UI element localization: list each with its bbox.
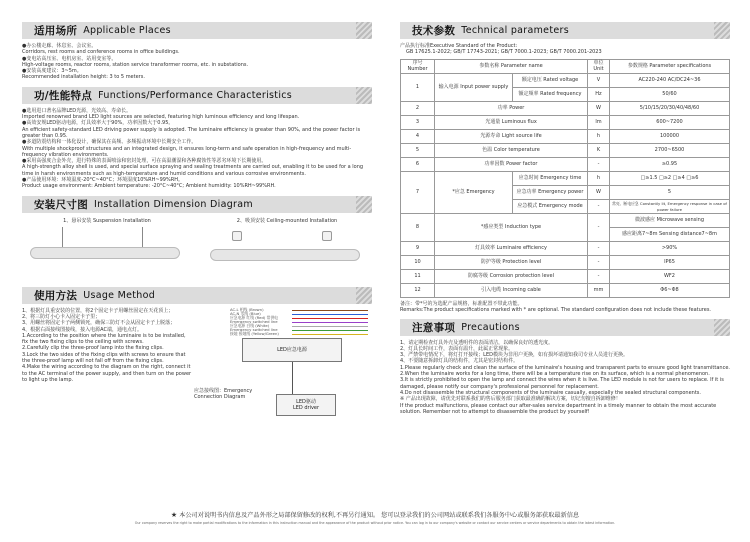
remarks — [400, 301, 730, 314]
diagram-caption: 应急接线图：Emergency Connection Diagram — [194, 387, 253, 400]
text-line: A high-strength alloy shell is used, and special surface spraying and sealing treatments are carried out, enabling it to be used for a long time in harsh environments such as high-temperature and humid conditions and various corrosive environments. — [22, 164, 364, 177]
standard-list: GB 17625.1-2022; GB/T 17743-2021; GB/T 7000.1-2023; GB/T 7000.201-2023 — [406, 49, 602, 55]
cell-spec: >90% — [610, 242, 730, 256]
section-title-en: Usage Method — [83, 289, 156, 301]
section-title-cn: 功/性能特点 — [34, 89, 93, 102]
red-wire — [292, 318, 368, 319]
cell-unit: - — [588, 242, 610, 256]
green-wire — [292, 330, 368, 331]
cell-unit: lm — [588, 116, 610, 130]
table-row — [401, 242, 730, 256]
fixing-clip-icon — [322, 231, 332, 241]
cell-unit: W — [588, 186, 610, 200]
cell-unit: - — [588, 214, 610, 242]
section-title-cn: 注意事项 — [412, 321, 456, 334]
cell-subparam: 应急时间 Emergency time — [512, 172, 587, 186]
psu-label: LED应急电源 — [277, 346, 307, 353]
installation-diagrams — [22, 217, 372, 283]
right-column — [400, 22, 730, 415]
text-line: 1.Please regularly check and clean the surface of the luminaire's housing and transparent parts to ensure good light transmittance. — [400, 364, 731, 371]
wiring-diagram — [192, 308, 372, 426]
cell-unit: Hz — [588, 88, 610, 102]
cell-spec: 100000 — [610, 130, 730, 144]
text-line: 1、请定期检查灯具外壳及透明件的表面清洁，以确保良好的透光度。 — [400, 339, 554, 346]
footer-small-text: Our company reserves the right to make partial modifications to the information in this instruction manual and the appearance of the product without prior notice. You can log in to our company's website or contact our service centers or service departments to obtain the latest information. — [134, 521, 616, 525]
cell-spec: 5/10/15/20/30/40/48/60 — [610, 102, 730, 116]
text-line: High-voltage rooms, reactor rooms, station service transformer rooms, etc. in substations. — [22, 61, 249, 68]
lamp-body-icon — [30, 247, 180, 259]
wire-label: Emergency switched line — [230, 326, 278, 332]
cell-number: 2 — [401, 102, 435, 116]
yellow-wire — [292, 334, 368, 335]
cell-param: 引入电缆 Incoming cable — [435, 284, 588, 298]
footer-main — [0, 510, 750, 519]
cell-unit: h — [588, 130, 610, 144]
cell-unit: - — [588, 270, 610, 284]
cell-spec: 常亮、断电应急 Constantly lit, Emergency response in case of power failure — [610, 200, 730, 214]
header-unit: 单位 Unit — [588, 60, 610, 74]
cell-number: 4 — [401, 130, 435, 144]
cell-param: 防护等级 Protection level — [435, 256, 588, 270]
section-title-cn: 安装尺寸图 — [34, 198, 88, 211]
cell-spec: Φ6~Φ8 — [610, 284, 730, 298]
section-title-en: Functions/Performance Characteristics — [98, 89, 293, 101]
emergency-power-box — [242, 338, 342, 362]
text-line: 1、根据灯具重安装的位置，将2个固定卡子用螺丝固定在天花顶上； — [22, 307, 174, 314]
functions-header — [22, 87, 372, 104]
suspension-rope — [62, 227, 63, 247]
cell-subparam: 应急功率 Emergency power — [512, 186, 587, 200]
footer — [0, 510, 750, 525]
diagram-caption: 1、悬吊安装 Suspension Installation — [63, 217, 151, 224]
text-line: 4、根据右面接线图接线，接入电源AC端，通电点灯。 — [22, 326, 143, 333]
text-line: ●变电站高压室、电机房室、站用变室等。 — [22, 55, 117, 62]
usage-section — [22, 308, 372, 428]
text-line: 4.Do not disassemble the structural components of the luminaire casually, especially the sealed structural components. — [400, 389, 702, 396]
ceiling-diagram — [202, 217, 372, 283]
functions-text — [22, 108, 372, 190]
suspension-rope — [142, 227, 143, 247]
cell-spec: 5 — [610, 186, 730, 200]
cell-spec: WF2 — [610, 270, 730, 284]
table-row — [401, 270, 730, 284]
text-line: Product usage environment: Ambient temperature: -20°C~40°C; Ambient humidity: 10%RH~99%RH. — [22, 183, 276, 190]
cell-spec: AC220-240 AC/DC24~36 — [610, 74, 730, 88]
cell-spec: 2700~6500 — [610, 144, 730, 158]
section-title-en: Technical parameters — [461, 25, 569, 36]
text-line: 4.Make the wiring according to the diagram on the right, connect it to the AC terminal of the power supply, and then turn on the power to light up the lamp. — [22, 364, 192, 383]
text-line: ●采用高强度合金外壳，进行特殊的表面喷涂和密封处理，可在高温潮湿和各种腐蚀性等恶劣环境下长期使用。 — [22, 158, 267, 165]
text-line: 3、用螺丝将固定卡子两侧锁死，确保三防灯不会从固定卡子上脱落； — [22, 320, 176, 327]
cell-spec: 感应距离7~8m Sensing distance7~8m — [610, 228, 730, 242]
wire-label: 应急电源 红线 (Red) 常供电 — [230, 314, 278, 320]
cell-param: 功率因数 Power factor — [435, 158, 588, 172]
text-line: 2.Carefully clip the three-proof lamp into the fixing clips. — [22, 345, 164, 352]
fixing-clip-icon — [232, 231, 242, 241]
wire-label: Emergency switched line — [230, 318, 278, 324]
cell-number: 9 — [401, 242, 435, 256]
text-line: 3.It is strictly prohibited to open the lamp and connect the wires when it is live. The LED module is not for users to replace. If it is damaged, please notify our company's professional personnel for replacement. — [400, 377, 724, 390]
cell-number: 7 — [401, 172, 435, 214]
white-wire — [292, 326, 368, 327]
table-row — [401, 256, 730, 270]
cell-unit: W — [588, 102, 610, 116]
led-label-en: LED driver — [292, 404, 320, 411]
table-row — [401, 102, 730, 116]
star-icon: ★ — [170, 511, 178, 519]
usage-header — [22, 287, 372, 304]
text-line: ●办公楼走廊、休息室、会议室。 — [22, 43, 97, 49]
cell-number: 10 — [401, 256, 435, 270]
wire-label: AC-N 零线 (Blue) — [230, 310, 261, 316]
header-number: 序号 Number — [401, 60, 435, 74]
table-row — [401, 214, 730, 228]
text-line: ●产品使用环境：环境温度-20°C~40°C；环境湿度10%RH~99%RH。 — [22, 177, 183, 184]
cell-number: 3 — [401, 116, 435, 130]
table-row — [401, 130, 730, 144]
text-line: ●多道防震结构和一体化设计，确保其在高频、多频振动环境中长期安全工作。 — [22, 139, 197, 146]
cell-spec: 600~7200 — [610, 116, 730, 130]
purple-wire — [292, 322, 368, 323]
cell-unit: - — [588, 158, 610, 172]
diagram-caption: 2、吸顶安装 Ceiling-mounted Installation — [236, 217, 338, 224]
cell-unit: mm — [588, 284, 610, 298]
cell-spec: □≥1.5 □≥2 □≥4 □≥6 — [610, 172, 730, 186]
remark-en: Remarks:The product specifications marked with * are optional. The standard configuration does not include these features. — [400, 307, 712, 314]
section-title-cn: 使用方法 — [34, 289, 78, 302]
left-column — [22, 22, 372, 428]
cell-unit: K — [588, 144, 610, 158]
text-line: 4、不要随意拆卸灯具的结构件，尤其是密封结构件。 — [400, 358, 519, 365]
section-title-en: Installation Dimension Diagram — [94, 198, 253, 210]
cell-param: 灯具效率 Luminaire efficiency — [435, 242, 588, 256]
applicable-places-text — [22, 43, 372, 81]
cell-subparam: 额定电压 Rated voltage — [512, 74, 587, 88]
text-line: 3.Lock the two sides of the fixing clips with screws to ensure that the three-proof lamp will not fall off from the fixing clips. — [22, 351, 186, 365]
table-row — [401, 74, 730, 88]
section-title-cn: 技术参数 — [412, 25, 456, 37]
precautions-text — [400, 340, 730, 416]
table-row — [401, 144, 730, 158]
applicable-places-header — [22, 22, 372, 39]
header-spec: 参数规格 Parameter specifications — [610, 60, 730, 74]
section-title-en: Applicable Places — [83, 25, 171, 36]
wire-label: 接地 接地线 (Yellow/Green) — [230, 330, 279, 336]
text-line: 2、灯具长时间工作，表面有温升，此属正常现象。 — [400, 345, 514, 352]
cell-number: 5 — [401, 144, 435, 158]
text-line: With multiple shockproof structures and an integrated design, it ensures long-term and safe operation in high-frequency and multi-frequency vibration environments. — [22, 145, 352, 158]
text-line: An efficient safety-standard LED driving power supply is adopted. The luminaire efficiency is greater than 90%, and the power factor is greater than 0.95. — [22, 126, 361, 139]
text-line: 2、将三防灯小心卡入固定卡子里； — [22, 313, 101, 320]
text-line: If the product malfunctions, please contact our after-sales service department in a timely manner to obtain the most accurate solution. Remember not to attempt to disassemble the product by yourself! — [400, 402, 717, 415]
text-line: ●选用进口著名品牌LED光源，光效高、寿命长。 — [22, 107, 132, 114]
section-title-cn: 适用场所 — [34, 25, 78, 37]
table-header-row — [401, 60, 730, 74]
text-line: 1.According to the position where the luminaire is to be installed, fix the two fixing clips to the ceiling with screws. — [22, 332, 186, 346]
wire-label: AC-L 相线 (Brown) — [230, 306, 264, 312]
remark-cn: 备注：带*号的为选配产品规格，标准配置不带此功能。 — [400, 301, 523, 307]
suspension-diagram — [22, 217, 192, 283]
footer-text: 本公司对说明书内信息及产品外形之局部保留修改的权利,不再另行通知。 您可以登录我们的公司网站或联系我们各服务中心或服务部获取最新信息 — [179, 512, 580, 519]
cell-unit: h — [588, 172, 610, 186]
text-line: ※ 产品出现故障，请优先对联系我们的售后服务部门获取最准确的解决方案，切记勿擅自拆卸维修！ — [400, 396, 621, 403]
led-label-cn: LED驱动 — [296, 398, 316, 405]
cell-spec: 微波感应 Microwave sensing — [610, 214, 730, 228]
cell-unit: - — [588, 200, 610, 214]
brown-wire — [292, 310, 368, 311]
cell-spec: ≥0.95 — [610, 158, 730, 172]
cell-unit: - — [588, 256, 610, 270]
precautions-header — [400, 319, 730, 336]
cell-param: *感应类型 Induction type — [435, 214, 588, 242]
text-line: Corridors, rest rooms and conference rooms in office buildings. — [22, 49, 180, 56]
tech-params-header — [400, 22, 730, 39]
text-line: 3、严禁带电情况下，将灯打开接线；LED模块为非用户更换，如有损坏请通知我司专业人员进行更换。 — [400, 352, 628, 359]
text-line: ●安装高度建议：3~5m。 — [22, 68, 82, 75]
cell-param: 光源寿命 Light source life — [435, 130, 588, 144]
spec-table — [400, 59, 730, 298]
text-line: 2.When the luminaire works for a long time, there will be a temperature rise on its surface, which is a normal phenomenon. — [400, 371, 710, 378]
cell-param: 防腐等级 Corrosion protection level — [435, 270, 588, 284]
cell-number: 6 — [401, 158, 435, 172]
blue-wire — [292, 314, 368, 315]
installation-header — [22, 196, 372, 213]
table-row — [401, 284, 730, 298]
text-line: Recommended installation height: 3 to 5 meters. — [22, 74, 145, 81]
cell-subparam: 应急模式 Emergency mode — [512, 200, 587, 214]
cell-spec: 50/60 — [610, 88, 730, 102]
section-title-en: Precautions — [461, 321, 520, 333]
cell-subparam: 额定频率 Rated frequency — [512, 88, 587, 102]
cell-unit: V — [588, 74, 610, 88]
cell-number: 12 — [401, 284, 435, 298]
table-row — [401, 172, 730, 186]
table-row — [401, 158, 730, 172]
usage-text — [22, 308, 192, 428]
cell-number: 11 — [401, 270, 435, 284]
wire-label: 应急电源 白线 (White) — [230, 322, 270, 328]
connection-line — [292, 362, 293, 394]
cell-param: 功率 Power — [435, 102, 588, 116]
cell-number: 1 — [401, 74, 435, 102]
cell-param: *应急 Emergency — [435, 172, 513, 214]
cell-number: 8 — [401, 214, 435, 242]
led-driver-box — [276, 394, 336, 416]
cell-param: 输入电源 Input power supply — [435, 74, 513, 102]
cell-param: 色温 Color temperature — [435, 144, 588, 158]
standard-label: 产品执行标准Executive Standard of the Product: — [400, 43, 518, 49]
table-row — [401, 116, 730, 130]
lamp-body-icon — [210, 249, 360, 261]
text-line: ●高效安规LED驱动电源，灯具效率大于90%，功率因数大于0.95。 — [22, 120, 174, 127]
cell-param: 光通量 Luminous flux — [435, 116, 588, 130]
text-line: Imported renowned brand LED light sources are selected, featuring high luminous efficiency and long lifespan. — [22, 114, 300, 121]
header-parameter: 参数名称 Parameter name — [435, 60, 588, 74]
cell-spec: IP65 — [610, 256, 730, 270]
